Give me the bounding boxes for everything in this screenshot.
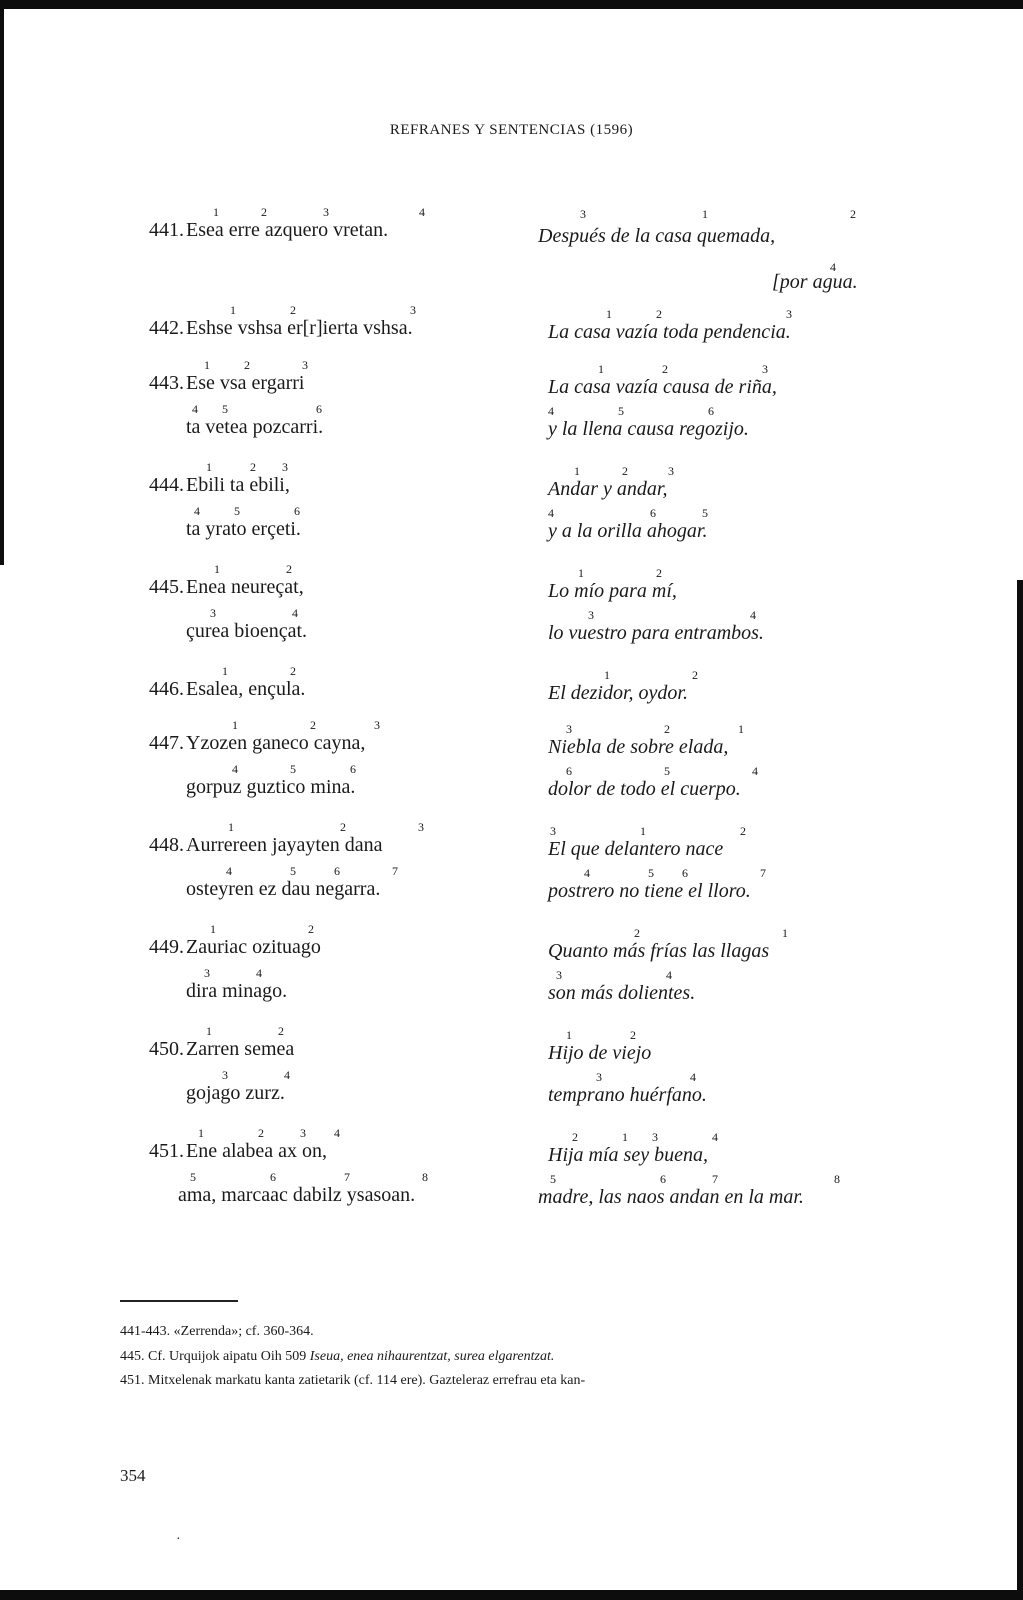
proverb-number: 449.	[149, 936, 184, 958]
word-index: 6	[682, 866, 688, 880]
word-index: 6	[270, 1170, 276, 1184]
scan-edge-left	[0, 0, 4, 565]
word-index: 3	[418, 820, 424, 834]
spanish-line: dolor de todo el cuerpo.	[548, 778, 741, 800]
word-index: 1	[206, 460, 212, 474]
spanish-line: La casa vazía toda pendencia.	[548, 321, 791, 343]
word-index: 2	[692, 668, 698, 682]
spanish-line: madre, las naos andan en la mar.	[538, 1186, 804, 1208]
running-header: REFRANES Y SENTENCIAS (1596)	[389, 122, 634, 138]
proverb-number: 448.	[149, 834, 184, 856]
spanish-line: Quanto más frías las llagas	[548, 940, 770, 962]
word-index: 2	[340, 820, 346, 834]
word-index: 3	[300, 1126, 306, 1140]
basque-line: Zarren semea	[186, 1038, 295, 1060]
basque-line: Ene alabea ax on,	[186, 1140, 328, 1162]
word-index: 4	[750, 608, 756, 622]
word-index: 2	[634, 926, 640, 940]
scan-edge-top	[0, 0, 1023, 9]
word-index: 3	[596, 1070, 602, 1084]
word-index: 4	[712, 1130, 718, 1144]
spanish-line: Hija mía sey buena,	[548, 1144, 708, 1166]
word-index: 2	[286, 562, 292, 576]
word-index: 6	[334, 864, 340, 878]
scan-edge-bottom	[0, 1590, 1023, 1600]
word-index: 3	[323, 205, 329, 219]
word-index: 2	[278, 1024, 284, 1038]
word-index: 4	[226, 864, 232, 878]
basque-line: ta yrato erçeti.	[186, 518, 301, 540]
spanish-line: y a la orilla ahogar.	[548, 520, 708, 542]
basque-line: Eshse vshsa er[r]ierta vshsa.	[186, 317, 413, 339]
word-index: 3	[210, 606, 216, 620]
word-index: 4	[690, 1070, 696, 1084]
word-index: 4	[584, 866, 590, 880]
word-index: 3	[566, 722, 572, 736]
word-index: 2	[630, 1028, 636, 1042]
spanish-line: Andar y andar,	[548, 478, 668, 500]
word-index: 3	[374, 718, 380, 732]
proverb-number: 447.	[149, 732, 184, 754]
scan-edge-right	[1017, 580, 1023, 1600]
basque-line: Zauriac ozituago	[186, 936, 321, 958]
word-index: 1	[222, 664, 228, 678]
word-index: 3	[652, 1130, 658, 1144]
basque-line: Esalea, ençula.	[186, 678, 306, 700]
word-index: 3	[302, 358, 308, 372]
word-index: 1	[574, 464, 580, 478]
word-index: 3	[580, 207, 586, 221]
word-index: 5	[702, 506, 708, 520]
word-index: 1	[566, 1028, 572, 1042]
spanish-line: son más dolientes.	[548, 982, 696, 1004]
word-index: 6	[566, 764, 572, 778]
word-index: 3	[204, 966, 210, 980]
basque-line: Enea neureçat,	[186, 576, 304, 598]
word-index: 2	[740, 824, 746, 838]
word-index: 1	[213, 205, 219, 219]
proverb-number: 445.	[149, 576, 184, 598]
basque-line: osteyren ez dau negarra.	[186, 878, 381, 900]
word-index: 2	[310, 718, 316, 732]
word-index: 7	[392, 864, 398, 878]
spanish-line: temprano huérfano.	[548, 1084, 707, 1106]
footnote-ref: 441-443.	[120, 1324, 171, 1339]
word-index: 1	[738, 722, 744, 736]
basque-line: Esea erre azquero vretan.	[186, 219, 389, 241]
word-index: 2	[662, 362, 668, 376]
word-index: 2	[572, 1130, 578, 1144]
word-index: 4	[192, 402, 198, 416]
word-index: 3	[668, 464, 674, 478]
spanish-line: El que delantero nace	[548, 838, 724, 860]
spanish-line: y la llena causa regozijo.	[548, 418, 749, 440]
word-index: 1	[210, 922, 216, 936]
footnote	[120, 1349, 554, 1365]
basque-line: gojago zurz.	[186, 1082, 285, 1104]
word-index: 6	[660, 1172, 666, 1186]
word-index: 2	[656, 307, 662, 321]
word-index: 4	[548, 404, 554, 418]
word-index: 1	[198, 1126, 204, 1140]
proverb-number: 444.	[149, 474, 184, 496]
footnote-ref: 445.	[120, 1349, 145, 1364]
spanish-line: El dezidor, oydor.	[548, 682, 688, 704]
word-index: 4	[419, 205, 425, 219]
spanish-line: Después de la casa quemada,	[538, 225, 776, 247]
word-index: 5	[234, 504, 240, 518]
basque-line: gorpuz guztico mina.	[186, 776, 356, 798]
word-index: 3	[588, 608, 594, 622]
word-index: 1	[578, 566, 584, 580]
word-index: 7	[344, 1170, 350, 1184]
word-index: 2	[656, 566, 662, 580]
word-index: 3	[410, 303, 416, 317]
word-index: 2	[250, 460, 256, 474]
word-index: 5	[222, 402, 228, 416]
word-index: 5	[664, 764, 670, 778]
word-index: 1	[702, 207, 708, 221]
word-index: 2	[290, 664, 296, 678]
word-index: 4	[194, 504, 200, 518]
word-index: 2	[850, 207, 856, 221]
word-index: 1	[606, 307, 612, 321]
word-index: 5	[648, 866, 654, 880]
proverb-number: 441.	[149, 219, 184, 241]
basque-line: Yzozen ganeco cayna,	[186, 732, 366, 754]
word-index: 1	[640, 824, 646, 838]
word-index: 3	[550, 824, 556, 838]
proverb-number: 450.	[149, 1038, 184, 1060]
word-index: 3	[222, 1068, 228, 1082]
footnote-rule	[120, 1300, 238, 1302]
basque-line: ta vetea pozcarri.	[186, 416, 324, 438]
word-index: 2	[244, 358, 250, 372]
word-index: 2	[308, 922, 314, 936]
word-index: 4	[292, 606, 298, 620]
spanish-line: [por agua.	[772, 271, 858, 293]
word-index: 6	[650, 506, 656, 520]
word-index: 7	[712, 1172, 718, 1186]
word-index: 2	[258, 1126, 264, 1140]
word-index: 1	[782, 926, 788, 940]
word-index: 5	[550, 1172, 556, 1186]
word-index: 5	[290, 762, 296, 776]
spanish-line: lo vuestro para entrambos.	[548, 622, 764, 644]
footnote-ref: 451.	[120, 1373, 145, 1388]
footnote-text: Cf. Urquijok aipatu Oih 509	[148, 1349, 310, 1364]
word-index: 2	[290, 303, 296, 317]
word-index: 7	[760, 866, 766, 880]
basque-line: Ese vsa ergarri	[186, 372, 305, 394]
basque-line: çurea bioençat.	[186, 620, 308, 642]
scan-speck: ·	[176, 1532, 181, 1547]
proverb-number: 442.	[149, 317, 184, 339]
spanish-line: La casa vazía causa de riña,	[548, 376, 777, 398]
proverb-number: 446.	[149, 678, 184, 700]
word-index: 6	[294, 504, 300, 518]
word-index: 3	[786, 307, 792, 321]
word-index: 6	[350, 762, 356, 776]
footnote	[120, 1373, 585, 1389]
word-index: 4	[752, 764, 758, 778]
proverb-number: 451.	[149, 1140, 184, 1162]
word-index: 8	[422, 1170, 428, 1184]
word-index: 4	[232, 762, 238, 776]
footnote-text: «Zerrenda»; cf. 360-364.	[173, 1324, 314, 1339]
word-index: 1	[214, 562, 220, 576]
word-index: 1	[204, 358, 210, 372]
footnote-text: Mitxelenak markatu kanta zatietarik (cf. 114 ere). Gazteleraz errefrau eta kan-	[148, 1373, 586, 1388]
word-index: 3	[282, 460, 288, 474]
word-index: 1	[604, 668, 610, 682]
word-index: 1	[230, 303, 236, 317]
word-index: 4	[334, 1126, 340, 1140]
word-index: 4	[284, 1068, 290, 1082]
word-index: 5	[618, 404, 624, 418]
spanish-line: postrero no tiene el lloro.	[548, 880, 751, 902]
word-index: 6	[708, 404, 714, 418]
page-number: 354	[120, 1466, 146, 1485]
basque-line: Aurrereen jayayten dana	[186, 834, 383, 856]
basque-line: ama, marcaac dabilz ysasoan.	[178, 1184, 416, 1206]
word-index: 5	[290, 864, 296, 878]
word-index: 3	[556, 968, 562, 982]
spanish-line: Hijo de viejo	[548, 1042, 652, 1064]
word-index: 1	[598, 362, 604, 376]
word-index: 4	[548, 506, 554, 520]
word-index: 1	[206, 1024, 212, 1038]
basque-line: Ebili ta ebili,	[186, 474, 290, 496]
word-index: 6	[316, 402, 322, 416]
word-index: 3	[762, 362, 768, 376]
word-index: 5	[190, 1170, 196, 1184]
word-index: 4	[830, 260, 836, 274]
word-index: 2	[622, 464, 628, 478]
proverb-number: 443.	[149, 372, 184, 394]
footnote-quote: Iseua, enea nihaurentzat, surea elgarentzat.	[309, 1349, 555, 1364]
word-index: 1	[232, 718, 238, 732]
footnote	[120, 1324, 314, 1340]
word-index: 4	[666, 968, 672, 982]
word-index: 4	[256, 966, 262, 980]
word-index: 8	[834, 1172, 840, 1186]
word-index: 2	[261, 205, 267, 219]
spanish-line: Niebla de sobre elada,	[548, 736, 729, 758]
basque-line: dira minago.	[186, 980, 288, 1002]
word-index: 1	[228, 820, 234, 834]
word-index: 1	[622, 1130, 628, 1144]
spanish-line: Lo mío para mí,	[548, 580, 677, 602]
word-index: 2	[664, 722, 670, 736]
